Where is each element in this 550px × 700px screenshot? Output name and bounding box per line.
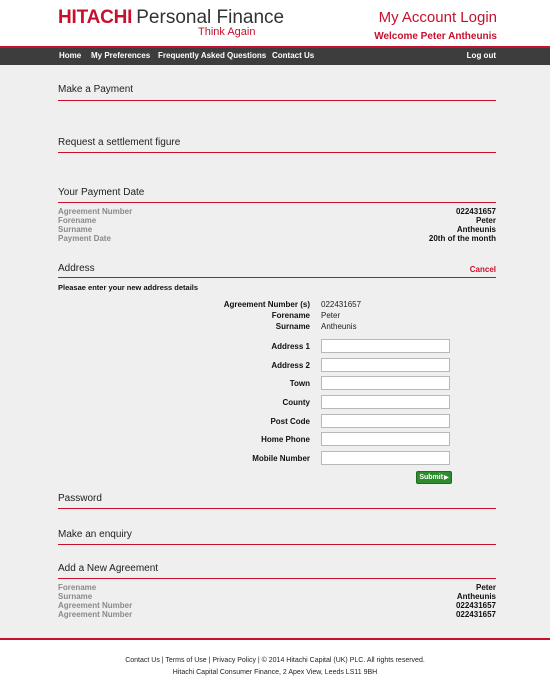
home-phone-input[interactable]	[321, 432, 450, 446]
page-title: My Account Login	[378, 9, 497, 26]
payment-date-value: 022431657	[455, 207, 496, 216]
new-agreement-label: Surname	[58, 592, 93, 601]
main-nav	[0, 48, 550, 65]
address2-label: Address 2	[271, 361, 310, 370]
town-input[interactable]	[321, 376, 450, 390]
address1-label: Address 1	[271, 342, 310, 351]
logo-tagline: Think Again	[198, 26, 256, 38]
payment-date-value: Antheunis	[456, 225, 496, 234]
footer-contact-link[interactable]: Contact Us	[125, 657, 160, 664]
forename-value: Peter	[321, 311, 341, 320]
welcome-message: Welcome Peter Antheunis	[374, 31, 497, 42]
postcode-label: Post Code	[270, 417, 310, 426]
payment-date-label: Surname	[58, 225, 93, 234]
address-instruction: Pleasae enter your new address details	[58, 283, 199, 292]
section-payment-date[interactable]: Your Payment Date	[58, 187, 145, 198]
new-agreement-value: 022431657	[455, 601, 496, 610]
submit-button[interactable]	[416, 471, 452, 484]
section-divider	[58, 508, 496, 509]
payment-date-label: Forename	[58, 216, 97, 225]
section-password[interactable]: Password	[58, 493, 102, 504]
logo-brand: HITACHI	[58, 7, 133, 28]
new-agreement-value: 022431657	[455, 610, 496, 619]
new-agreement-label: Agreement Number	[58, 601, 133, 610]
site-footer	[0, 640, 550, 700]
hitachi-logo[interactable]	[58, 7, 285, 38]
section-add-agreement[interactable]: Add a New Agreement	[58, 563, 159, 574]
new-agreement-value: Antheunis	[456, 592, 496, 601]
section-divider	[58, 100, 496, 101]
town-label: Town	[289, 379, 310, 388]
nav-contact-us[interactable]: Contact Us	[272, 51, 315, 60]
address1-input[interactable]	[321, 339, 450, 353]
payment-date-value: 20th of the month	[428, 234, 496, 243]
section-divider	[58, 544, 496, 545]
main-content	[0, 65, 550, 638]
new-agreement-value: Peter	[475, 583, 496, 592]
section-make-payment[interactable]: Make a Payment	[58, 84, 134, 95]
section-divider	[58, 202, 496, 203]
new-agreement-label: Agreement Number	[58, 610, 133, 619]
footer-copyright: © 2014 Hitachi Capital (UK) PLC. All rights reserved.	[261, 657, 425, 664]
mobile-number-label: Mobile Number	[252, 454, 310, 463]
section-make-enquiry[interactable]: Make an enquiry	[58, 529, 132, 540]
new-agreement-label: Forename	[58, 583, 97, 592]
section-divider	[58, 152, 496, 153]
logo-product: Personal Finance	[136, 7, 285, 28]
section-divider	[58, 277, 496, 278]
play-arrow-icon: ▶	[444, 475, 449, 481]
submit-label: Submit	[419, 474, 444, 481]
nav-faq[interactable]: Frequently Asked Questions	[158, 51, 267, 60]
section-address: Address	[58, 263, 95, 274]
nav-my-preferences[interactable]: My Preferences	[91, 51, 151, 60]
postcode-input[interactable]	[321, 414, 450, 428]
footer-links: Contact Us | Terms of Use | Privacy Policy | © 2014 Hitachi Capital (UK) PLC. All rights reserved.	[125, 657, 425, 664]
footer-terms-link[interactable]: Terms of Use	[165, 657, 207, 664]
footer-privacy-link[interactable]: Privacy Policy	[212, 657, 256, 664]
nav-home[interactable]: Home	[59, 51, 82, 60]
footer-address: Hitachi Capital Consumer Finance, 2 Apex View, Leeds LS11 9BH	[172, 669, 378, 676]
forename-label: Forename	[271, 311, 310, 320]
surname-label: Surname	[275, 322, 310, 331]
payment-date-label: Payment Date	[58, 234, 111, 243]
address2-input[interactable]	[321, 358, 450, 372]
surname-value: Antheunis	[321, 322, 357, 331]
home-phone-label: Home Phone	[261, 435, 310, 444]
county-input[interactable]	[321, 395, 450, 409]
agreement-number-value: 022431657	[321, 300, 362, 309]
payment-date-value: Peter	[475, 216, 496, 225]
payment-date-label: Agreement Number	[58, 207, 133, 216]
site-header	[0, 0, 550, 46]
mobile-number-input[interactable]	[321, 451, 450, 465]
county-label: County	[282, 398, 310, 407]
section-divider	[58, 578, 496, 579]
agreement-number-label: Agreement Number (s)	[223, 300, 310, 309]
logout-link[interactable]: Log out	[466, 51, 496, 60]
section-settlement-figure[interactable]: Request a settlement figure	[58, 137, 181, 148]
cancel-link[interactable]: Cancel	[469, 265, 496, 274]
